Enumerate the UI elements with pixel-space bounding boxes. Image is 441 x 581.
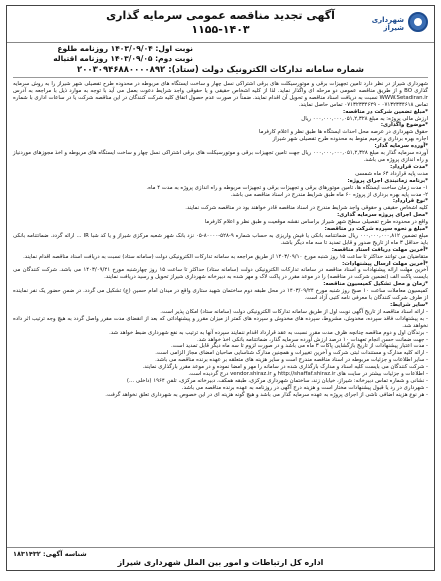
notice-paragraph: - شرکت کنندگان می بایست کلیه اسناد و مدارک بارگذاری شده در سامانه را مهر و امضا نموده و در موعد مقرر بارگذاری نمایند. <box>142 364 428 371</box>
notice-paragraph: - اطلاعات و جزئیات بیشتر در سایت های http://shaffaf.shiraz.ir و vendor.shiraz.ir درج گردیده است. <box>188 371 428 378</box>
notice-footer <box>7 547 434 570</box>
section-heading: *آخرین مهلت دریافت اسناد مناقصه: <box>331 246 428 253</box>
notice-paragraph: آخرین مهلت ارائه پیشنهادات و اسناد مناقصه در سامانه تدارکات الکترونیکی دولت (سامانه ستاد) حداکثر تا ساعت ۱۵ روز چهارشنبه مورخ ۱۴۰۳/۰۹/۲۱ می باشد. شرکت کنندگان می بایست پاکت الف (تضمین شرکت در مناقصه) را در موعد مقرر در پاکت لاک و مهر شده به دبیرخانه شهرداری شیراز تحویل و رسید دریافت نمایند. <box>13 267 428 281</box>
section-heading: *مدت قرارداد: <box>390 163 428 170</box>
notice-paragraph: متقاضیان می توانند حداکثر تا ساعت ۱۵ روز شنبه مورخ ۱۴۰۳/۰۹/۱۰ از طریق مراجعه به سامانه تدارکات الکترونیکی دولت (سامانه ستاد) نسبت به دریافت اسناد مناقصه اقدام نمایند. <box>23 253 428 260</box>
notice-title <box>87 9 354 37</box>
logo-emblem-icon <box>408 12 428 32</box>
notice-paragraph: - شهرداری در رد یا قبول پیشنهادات مختار است و هزینه درج آگهی در روزنامه به عهده برنده مناقصه می باشد. <box>181 384 428 391</box>
notice-paragraph: - نشانی و شماره تماس دبیرخانه: شیراز، خیابان زند، ساختمان شهرداری مرکزی، طبقه همکف، دبیرخانه مرکزی، تلفن ۱۹۶۴ (داخلی ...) <box>126 377 428 384</box>
section-heading: *مبلغ تضمین شرکت در مناقصه: <box>343 108 428 115</box>
publication-info <box>13 44 193 64</box>
notice-paragraph: - هر نوع هزینه اضافی ناشی از اجرای پروژه به عهده سرمایه گذار می باشد و هیچ گونه هزینه ای در این خصوص به شهرداری تعلق نخواهد گرفت. <box>105 391 428 398</box>
section-heading: *نوع قرارداد: <box>392 198 428 205</box>
notice-paragraph: - جهت ضمانت حسن انجام تعهدات ۱۰ درصد ارزش آورده سرمایه گذار، ضمانتنامه بانکی اخذ خواهد شد. <box>196 336 428 343</box>
section-heading: *سایر شرایط: <box>390 302 428 308</box>
notice-paragraph: - به پیشنهادات فاقد سپرده، مخدوش، مشروط، سپرده های مخدوش و سپرده های کمتر از میزان مقرر و پیشنهاداتی که بعد از انقضای مدت مقرر واصل گردد به هیچ وجه ترتیب اثر داده نخواهد شد. <box>13 315 428 329</box>
setad-number: شماره سامانه تدارکات الکترونیک دولت (ستاد): ۲۰۰۳۰۹۴۶۸۸۰۰۰۰۸۹۲ <box>13 65 428 78</box>
notice-body <box>7 80 434 399</box>
tender-number: ۱۱۵۵-۱۴۰۳ <box>191 23 250 36</box>
publication-second: نوبت دوم: ۱۴۰۳/۰۹/۰۵ روزنامه اقتباله <box>53 54 193 63</box>
notice-paragraph: مبلغ تضمین ۰۰۰,۰۰۰,۰۰۰,۸۱۲ ریال ضمانتنامه بانکی یا فیش واریزی به حساب شماره ۹-۵۲۸-۸۰۰۰۰-۰۵ نزد بانک شهر شعبه مرکزی شیراز و یا کد شبا IR ... ارائه گردد. ضمانتنامه بانکی باید حداقل ۳ ماه از تاریخ صدور و قابل تمدید تا سه ماه دیگر باشد. <box>13 232 428 246</box>
logo-text: شهرداری شیراز <box>371 16 404 32</box>
notice-paragraph: واقع در محدوده طرح تفصیلی سطح شهر شیراز براساس نقشه موقعیت و طبق نظر و اعلام کارفرما <box>204 219 428 226</box>
notice-id: شناسه آگهی: ۱۸۳۱۴۳۲ <box>13 550 87 558</box>
title-line-1: آگهی تجدید مناقصه عمومی سرمایه گذاری <box>106 9 335 22</box>
notice-paragraph: حقوق شهرداری در عرصه محل احداث ایستگاه ها طبق نظر و اعلام کارفرما <box>258 129 428 136</box>
notice-paragraph: ۲- مدت پایه بهره برداری از پروژه ۶۰ ماه طبق شرایط مندرج در اسناد مناقصه می باشد. <box>230 191 428 198</box>
section-heading: *برنامه زمانبندی اجرای پروژه: <box>347 177 428 184</box>
notice-paragraph: آورده سرمایه گذار به مبلغ ۰۰۰,۰۰۰,۰۰۰,۰۵۱,۲,۳۲۸ ریال جهت تامین تجهیزات برقی و موتورسیکلت های برقی اشتراکی نسل چهار و ساخت ایستگاه های مربوطه و اخذ مجوزهای موردنیاز و راه اندازی پروژه می باشد. <box>13 150 428 163</box>
notice-header <box>7 6 434 43</box>
section-heading: *آخرین مهلت ارسال پیشنهادات: <box>342 260 428 267</box>
notice-paragraph: مدت پایه قرارداد ۶۴ ماه شمسی <box>355 170 428 177</box>
notice-paragraph: - ارائه کلیه مدارک و مستندات ثبتی شرکت و آخرین تغییرات و همچنین مدارک شناسایی صاحبان امضای مجاز الزامی است. <box>155 350 428 357</box>
notice-paragraph: ارزش مالی پروژه: به مبلغ ۰۰۰,۰۰۰,۰۰۰,۰۵۱,۲,۳۲۸ ریال <box>301 115 428 122</box>
notice-paragraph: - برندگان اول و دوم مناقصه چنانچه ظرف مدت مقرر نسبت به عقد قرارداد اقدام ننمایند سپرده آنها به ترتیب به نفع شهرداری ضبط خواهد شد. <box>109 329 428 336</box>
shiraz-municipality-logo <box>366 10 428 36</box>
notice-page <box>6 5 435 571</box>
notice-paragraph: اجاره بهره برداری و ترمیم منوط به محدوده طرح تفصیلی شهر شیراز <box>272 136 428 143</box>
notice-paragraph: - ارائه اسناد مناقصه از تاریخ آگهی نوبت اول از طریق سامانه تدارکات الکترونیکی دولت (سامانه ستاد) امکان پذیر است. <box>160 308 428 315</box>
section-heading: *مبلغ و نحوه سپرده شرکت در مناقصه: <box>324 226 428 233</box>
section-heading: *محل اجرای پروژه سرمایه گذاری: <box>337 212 428 219</box>
notice-paragraph: ۱- مدت زمان ساخت ایستگاه ها، تامین موتورهای برقی و تجهیزات برقی و تجهیزات مربوطه و راه اندازی پروژه به مدت ۴ ماه. <box>146 184 428 191</box>
notice-paragraph: کلیه اشخاص حقیقی و حقوقی واجد شرایط مندرج در اسناد مناقصه قادر خواهند بود در مناقصه شرکت نمایند. <box>185 205 428 212</box>
section-heading: *زمان و محل تشکیل کمیسیون مناقصه: <box>323 281 428 288</box>
notice-paragraph: - سایر اطلاعات و جزئیات مربوطه در اسناد مناقصه مندرج است و سایر هزینه های متعلقه بر عهده برنده مناقصه می باشد. <box>155 357 428 364</box>
notice-paragraph: کمیسیون معاملات ساعت ۱۰ صبح روز شنبه مورخ ۱۴۰۳/۰۹/۲۴ در محل طبقه دوم ساختمان شهید ستاری واقع در میدان امام حسین (ع) تشکیل می گردد. در ضمن حضور یک نفر نماینده از طرف شرکت کنندگان با معرفی نامه کتبی آزاد است. <box>13 288 428 302</box>
section-heading: *آورده سرمایه گذار: <box>374 143 428 150</box>
notice-paragraph: شهرداری شیراز در نظر دارد تامین تجهیزات برقی و موتورسیکلت های برقی اشتراکی نسل چهار و ساخت ایستگاه های مربوطه در محدوده طرح تفصیلی شهر شیراز را به روش سرمایه گذاری BO و از طریق مناقصه عمومی دو مرحله ای واگذار نماید. لذا از کلیه اشخاص حقیقی و یا حقوقی واجد شرایط دعوت بعمل می آید با توجه به موارد ذیل با مراجعه به آدرس WWW.Setadiran.ir نسبت به دریافت اسناد مناقصه و تحویل آن اقدام نمایند. ضمناً در صورت عدم حصول اتفاق کلیه شرکت کنندگان در این مناقصه شرکت یا در ساعات اداری با شماره تماس ۰۷۱۳۲۳۳۴۶۱۸ - ۰۷۱۳۲۳۳۴۶۲۹ تماس حاصل نمایند. <box>13 81 428 108</box>
publication-first: نوبت اول: ۱۴۰۳/۰۹/۰۴ روزنامه طلوع <box>57 44 193 53</box>
section-heading: *موضوع واگذاری: <box>380 122 428 129</box>
issuing-department: اداره کل ارتباطات و امور بین الملل شهرداری شیراز <box>117 558 324 567</box>
notice-paragraph: - مدت اعتبار پیشنهادات از تاریخ بازگشایی پاکات ۳ ماه می باشد و در صورت لزوم تا سه ماه دیگر قابل تمدید است. <box>170 343 428 350</box>
